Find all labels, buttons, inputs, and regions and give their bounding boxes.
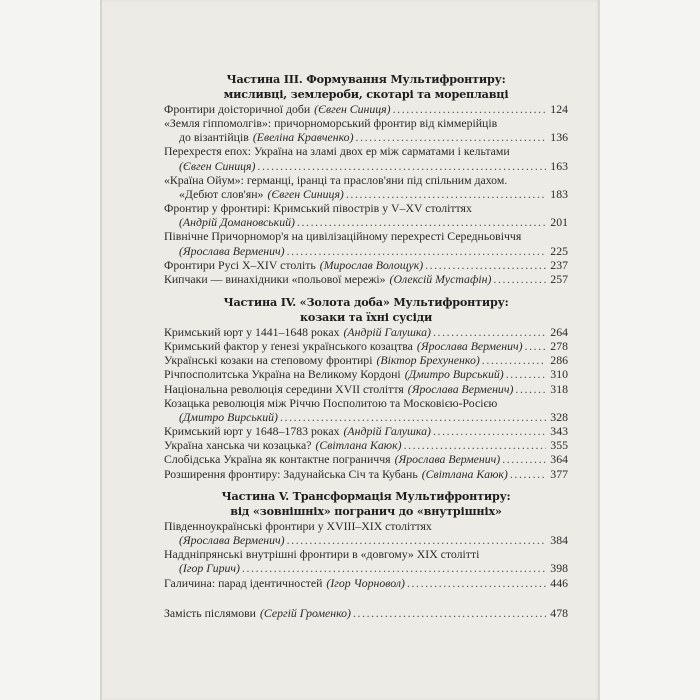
- dot-leader: [407, 576, 546, 590]
- entry-author: (Ярослава Верменич): [416, 339, 523, 354]
- entry-page-number: 136: [550, 130, 568, 145]
- toc-entry[interactable]: [164, 144, 568, 172]
- entry-author: (Ігор Чорновол): [326, 575, 405, 590]
- toc-entry-line: [164, 467, 568, 481]
- toc-entry-line: [164, 410, 568, 424]
- entry-author: (Ярослава Верменич): [179, 243, 285, 258]
- toc-section-afterword: [164, 605, 568, 620]
- entry-author: (Ярослава Верменич): [179, 533, 285, 548]
- toc-entries: [164, 325, 568, 481]
- toc-entry-line: [164, 424, 568, 438]
- entry-page-number: 446: [550, 575, 568, 590]
- entry-page-number: 201: [550, 215, 568, 230]
- entry-page-number: 384: [550, 533, 568, 548]
- toc-entry[interactable]: [164, 576, 568, 590]
- entry-title: Галичина: парад ідентичностей: [164, 575, 323, 590]
- entry-page-number: 225: [550, 243, 568, 258]
- entry-title: Кримський фактор у ґенезі українського козацтва: [164, 339, 413, 354]
- toc-entry[interactable]: [164, 272, 568, 286]
- toc-entry-line: [164, 130, 568, 144]
- toc-entry-line: [164, 396, 568, 410]
- entry-author: (Андрій Галушка): [343, 424, 431, 439]
- toc-entry-line: [164, 452, 568, 466]
- toc-entry[interactable]: [164, 229, 568, 257]
- entry-page-number: 355: [550, 438, 568, 453]
- entry-title: Замість післямови: [164, 606, 256, 620]
- dot-leader: [482, 353, 546, 367]
- entry-title: Розширення фронтиру: Задунайська Січ та Кубань: [164, 466, 418, 481]
- toc-entry-line: [164, 229, 568, 243]
- toc-section-part-4: [164, 295, 568, 481]
- entry-author: (Ігор Гирич): [179, 561, 240, 576]
- section-heading: [164, 489, 568, 518]
- entry-page-number: 398: [550, 561, 568, 576]
- entry-title: Кипчаки — винахідники «польової мережі»: [164, 271, 386, 286]
- dot-leader: [433, 424, 546, 438]
- toc-entry[interactable]: [164, 382, 568, 396]
- dot-leader: [425, 258, 546, 272]
- entry-title: Фронтири Русі X–XIV століть: [164, 257, 316, 272]
- entry-page-number: 377: [550, 466, 568, 481]
- entry-page-number: 343: [550, 424, 568, 439]
- entry-title: Національна революція середини XVII століття: [164, 381, 404, 396]
- toc-entry-line: [164, 561, 568, 575]
- toc-entry-line: [164, 272, 568, 286]
- dot-leader: [242, 561, 546, 575]
- entry-author: (Дмитро Вирський): [179, 409, 278, 424]
- toc-entries: [164, 519, 568, 590]
- toc-entry[interactable]: [164, 325, 568, 339]
- toc-entry-line: [164, 144, 568, 158]
- entry-author: (Світлана Каюк): [315, 438, 402, 453]
- toc-entry-line: [164, 325, 568, 339]
- section-heading-line: мисливці, землероби, скотарі та мореплавці: [223, 86, 509, 101]
- entry-page-number: 478: [550, 606, 568, 620]
- toc-section-part-3: [164, 72, 568, 286]
- toc-entry[interactable]: [164, 438, 568, 452]
- entry-author: (Олексій Мустафін): [389, 271, 492, 286]
- toc-entry[interactable]: [164, 367, 568, 381]
- toc-entries: [164, 102, 568, 286]
- dot-leader: [525, 339, 546, 353]
- toc-entry-line: [164, 606, 568, 620]
- toc-entry[interactable]: [164, 467, 568, 481]
- dot-leader: [506, 367, 546, 381]
- toc-section-part-5: [164, 489, 568, 590]
- entry-title: Кримський юрт у 1441–1648 роках: [164, 325, 340, 339]
- dot-leader: [257, 159, 546, 173]
- dot-leader: [515, 382, 546, 396]
- toc-entry-line: [164, 576, 568, 590]
- toc-entry[interactable]: [164, 547, 568, 575]
- dot-leader: [404, 438, 546, 452]
- toc-entry-line: [164, 367, 568, 381]
- dot-leader: [346, 187, 546, 201]
- section-heading: [164, 72, 568, 101]
- entry-author: (Ярослава Верменич): [407, 381, 514, 396]
- toc-entry-line: [164, 244, 568, 258]
- toc-entry[interactable]: [164, 258, 568, 272]
- toc-entry[interactable]: [164, 102, 568, 116]
- entry-page-number: 237: [550, 257, 568, 272]
- section-heading-line: козаки та їхні сусіди: [299, 309, 433, 324]
- dot-leader: [356, 130, 546, 144]
- toc-entry[interactable]: [164, 173, 568, 201]
- dot-leader: [287, 533, 546, 547]
- entry-title: Україна ханська чи козацька?: [164, 438, 312, 453]
- toc-entry-line: [164, 187, 568, 201]
- entry-title: Південноукраїнські фронтири у XVIII–XIX століттях: [164, 519, 432, 533]
- entry-author: (Світлана Каюк): [421, 466, 508, 481]
- toc-entry-line: [164, 547, 568, 561]
- toc-entry-line: [164, 533, 568, 547]
- dot-leader: [280, 410, 546, 424]
- entry-title: Перехрестя епох: Україна на зламі двох ер між сарматами і кельтами: [164, 144, 510, 159]
- toc-entry-line: [164, 438, 568, 452]
- entry-author: (Андрій Галушка): [343, 325, 431, 339]
- entry-title: Наддніпрянські внутрішні фронтири в «довгому» XIX столітті: [164, 547, 480, 562]
- toc-entry[interactable]: [164, 519, 568, 547]
- entry-author: (Євген Синиця): [267, 186, 344, 201]
- entry-title-continued: до візантійців: [179, 130, 249, 145]
- toc-entry[interactable]: [164, 452, 568, 466]
- entry-author: (Дмитро Вирський): [404, 367, 504, 382]
- section-heading-line: Частина III. Формування Мультифронтиру:: [226, 72, 506, 86]
- toc-entry-line: [164, 353, 568, 367]
- dot-leader: [502, 452, 546, 466]
- toc-entry[interactable]: [164, 396, 568, 424]
- entry-page-number: 364: [550, 452, 568, 467]
- entry-page-number: 257: [550, 271, 568, 286]
- entry-page-number: 183: [550, 186, 568, 201]
- section-heading-line: від «зовнішніх» погранич до «внутрішніх»: [230, 503, 502, 518]
- entry-author: (Ярослава Верменич): [394, 452, 501, 467]
- dot-leader: [353, 606, 546, 620]
- entry-title: Північне Причорномор'я на цивілізаційному перехресті Середньовіччя: [164, 229, 522, 244]
- entry-page-number: 278: [550, 339, 568, 354]
- dot-leader: [297, 215, 546, 229]
- toc-entry-line: [164, 258, 568, 272]
- toc-entry-line: [164, 116, 568, 130]
- entry-author: (Андрій Домановський): [179, 215, 295, 230]
- entry-title: Фронтири доісторичної доби: [164, 102, 311, 116]
- dot-leader: [287, 244, 546, 258]
- dot-leader: [510, 467, 546, 481]
- toc-entry-line: [164, 102, 568, 116]
- toc-entry-line: [164, 215, 568, 229]
- entry-page-number: 318: [550, 381, 568, 396]
- toc-entries: [164, 606, 568, 620]
- entry-title: Козацька революція між Річчю Посполитою та Московією-Росією: [164, 395, 498, 410]
- toc-entry[interactable]: [164, 353, 568, 367]
- toc-entry[interactable]: [164, 116, 568, 144]
- entry-title: Річпосполитська Україна на Великому Кордоні: [164, 367, 401, 382]
- entry-title: Слобідська Україна як контактне пограниччя: [164, 452, 391, 467]
- entry-author: (Євген Синиця): [314, 102, 391, 116]
- entry-page-number: 310: [550, 367, 568, 382]
- entry-title: Українські козаки на степовому фронтирі: [164, 353, 373, 368]
- dot-leader: [433, 325, 546, 339]
- dot-leader: [493, 272, 546, 286]
- toc-entry[interactable]: [164, 424, 568, 438]
- entry-author: (Сергій Громенко): [260, 606, 351, 620]
- entry-author: (Евеліна Кравченко): [252, 130, 354, 145]
- entry-author: (Віктор Брехуненко): [376, 353, 480, 368]
- entry-page-number: 163: [550, 158, 568, 173]
- toc-entry[interactable]: [164, 606, 568, 620]
- entry-page-number: 124: [550, 102, 568, 116]
- entry-page-number: 286: [550, 353, 568, 368]
- entry-title: «Земля гіппомолгів»: причорноморський фронтир від кіммерійців: [164, 116, 498, 131]
- entry-title: «Країна Ойум»: германці, іранці та праслов'яни під спільним дахом.: [164, 172, 508, 187]
- entry-page-number: 264: [550, 325, 568, 339]
- toc-entry-line: [164, 339, 568, 353]
- toc-entry-line: [164, 382, 568, 396]
- toc-entry[interactable]: [164, 339, 568, 353]
- entry-title: Кримський юрт у 1648–1783 роках: [164, 424, 340, 439]
- section-heading-line: Частина V. Трансформація Мультифронтиру:: [221, 489, 511, 503]
- toc-entry-line: [164, 159, 568, 173]
- section-heading-line: Частина IV. «Золота доба» Мультифронтиру:: [223, 295, 509, 309]
- section-heading: [164, 295, 568, 324]
- toc-entry-line: [164, 201, 568, 215]
- entry-title-continued: «Дебют слов'ян»: [179, 186, 264, 201]
- entry-author: (Євген Синиця): [179, 158, 256, 173]
- entry-page-number: 328: [550, 409, 568, 424]
- entry-author: (Мирослав Волощук): [319, 257, 424, 272]
- toc-entry-line: [164, 519, 568, 533]
- toc-entry[interactable]: [164, 201, 568, 229]
- dot-leader: [393, 102, 546, 116]
- toc-entry-line: [164, 173, 568, 187]
- entry-title: Фронтир у фронтирі: Кримський півострів у V–XV століттях: [164, 201, 472, 216]
